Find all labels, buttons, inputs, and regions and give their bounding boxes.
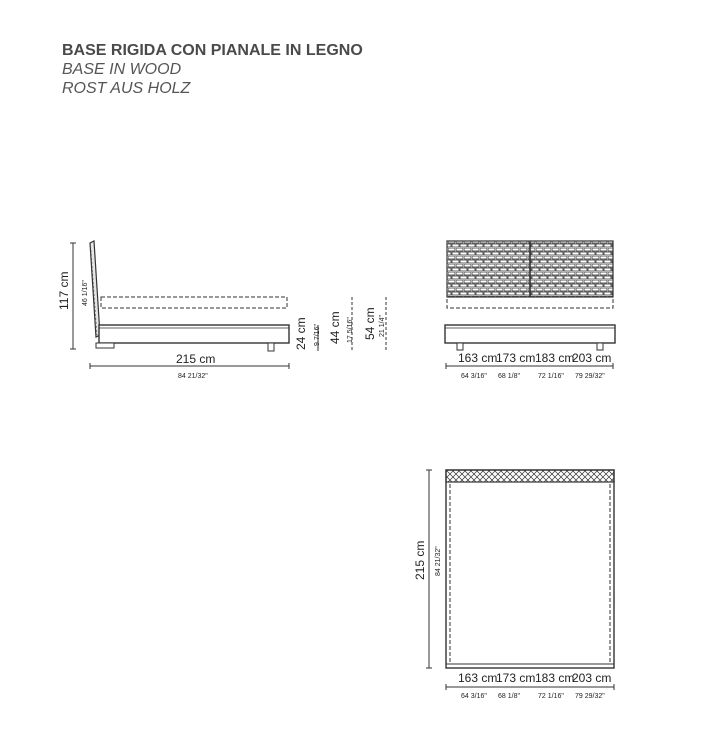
side-total-in: 21 1/4" [379, 315, 386, 337]
front-width-cm-4: 203 cm [572, 351, 612, 365]
side-height-in: 46 1/16" [82, 280, 89, 306]
front-view [445, 241, 615, 369]
front-width-cm-1: 163 cm [458, 351, 498, 365]
side-base-in: 9 7/16" [314, 324, 321, 346]
side-total-cm: 54 cm [363, 307, 377, 340]
front-mattress [447, 297, 613, 308]
side-mattress-in: 17 5/16" [347, 317, 354, 343]
title-english: BASE IN WOOD [62, 61, 182, 78]
front-width-in-4: 79 29/32" [575, 373, 605, 380]
side-mattress-cm: 44 cm [328, 311, 342, 344]
side-length-in: 84 21/32" [178, 373, 208, 380]
top-width-in-1: 64 3/16" [461, 693, 487, 700]
top-width-in-2: 68 1/8" [498, 693, 520, 700]
side-view [70, 241, 386, 369]
front-width-in-3: 72 1/16" [538, 373, 564, 380]
top-length-in: 84 21/32" [435, 546, 442, 576]
top-mattress [450, 482, 610, 664]
front-width-cm-2: 173 cm [496, 351, 536, 365]
top-bed-outline [446, 470, 614, 668]
title-italian: BASE RIGIDA CON PIANALE IN LEGNO [62, 42, 363, 59]
side-leg [268, 343, 274, 351]
front-width-cm-3: 183 cm [535, 351, 575, 365]
top-width-labels [458, 671, 611, 700]
top-width-in-4: 79 29/32" [575, 693, 605, 700]
top-view [426, 470, 614, 690]
front-width-in-2: 68 1/8" [498, 373, 520, 380]
side-base-cm: 24 cm [294, 317, 308, 350]
top-headboard [446, 470, 614, 482]
top-width-cm-4: 203 cm [572, 671, 612, 685]
side-height-cm: 117 cm [57, 271, 71, 310]
side-length-cm: 215 cm [176, 352, 216, 366]
top-width-cm-3: 183 cm [535, 671, 575, 685]
top-length-cm: 215 cm [413, 540, 427, 580]
title-german: ROST AUS HOLZ [62, 80, 191, 97]
top-width-in-3: 72 1/16" [538, 693, 564, 700]
top-width-cm-2: 173 cm [496, 671, 536, 685]
top-width-cm-1: 163 cm [458, 671, 498, 685]
front-width-in-1: 64 3/16" [461, 373, 487, 380]
side-mattress [101, 297, 287, 308]
